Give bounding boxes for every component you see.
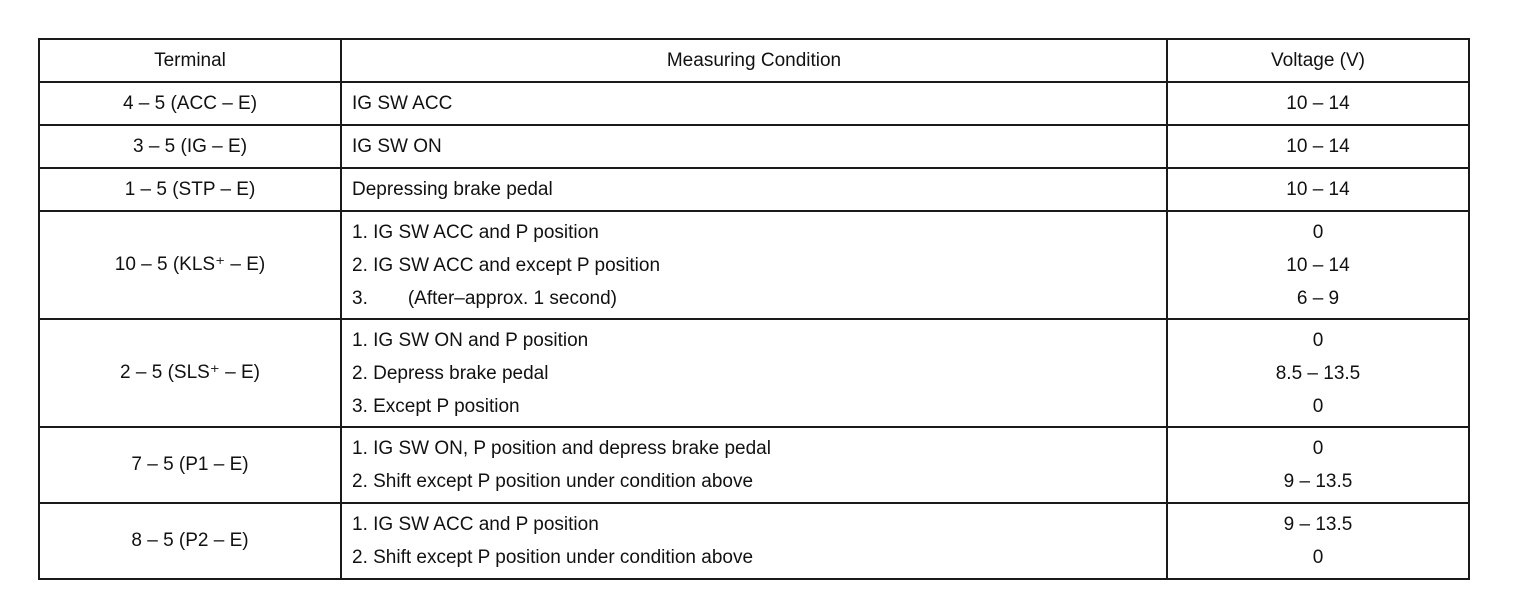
condition-line: IG SW ACC [352,92,453,114]
voltage-value: 10 – 14 [1286,254,1350,276]
terminal-cell: 4 – 5 (ACC – E) [39,82,341,125]
condition-line: 2. Depress brake pedal [352,362,549,384]
voltage-cell [1167,319,1469,427]
table-row [39,168,1469,211]
voltage-value: 10 – 14 [1286,135,1350,157]
condition-line: 1. IG SW ON and P position [352,329,589,351]
condition-cell [341,319,1167,427]
header-measuring-condition: Measuring Condition [341,39,1167,82]
condition-line: 2. Shift except P position under condition above [352,471,754,492]
voltage-cell [1167,211,1469,319]
condition-line: 2. Shift except P position under condition above [352,547,754,568]
terminal-cell: 8 – 5 (P2 – E) [39,503,341,579]
condition-line: Depressing brake pedal [352,178,553,200]
condition-cell [341,168,1167,211]
table-row [39,427,1469,503]
condition-line: 1. IG SW ON, P position and depress brake pedal [352,438,771,459]
voltage-value: 6 – 9 [1296,287,1340,309]
terminal-cell: 7 – 5 (P1 – E) [39,427,341,503]
condition-cell [341,427,1167,503]
voltage-value: 0 [1312,221,1324,243]
condition-line: IG SW ON [352,135,442,157]
table-header-row [39,39,1469,82]
voltage-value: 0 [1312,438,1324,459]
condition-line: 3. Except P position [352,395,520,417]
table-row [39,125,1469,168]
condition-cell [341,82,1167,125]
table-row [39,319,1469,427]
voltage-value: 9 – 13.5 [1283,471,1353,492]
terminal-cell: 3 – 5 (IG – E) [39,125,341,168]
condition-line: 1. IG SW ACC and P position [352,514,599,535]
voltage-value: 8.5 – 13.5 [1275,362,1361,384]
voltage-value: 10 – 14 [1286,178,1350,200]
terminal-voltage-table [38,38,1470,580]
voltage-cell [1167,427,1469,503]
voltage-value: 0 [1312,547,1324,568]
condition-step-number: 3. [352,287,368,309]
condition-line: 2. IG SW ACC and except P position [352,254,661,276]
header-terminal: Terminal [39,39,341,82]
voltage-value: 0 [1312,329,1324,351]
condition-cell [341,125,1167,168]
condition-line: 1. IG SW ACC and P position [352,221,599,243]
condition-cell [341,211,1167,319]
table-row [39,503,1469,579]
table-row [39,82,1469,125]
voltage-cell [1167,503,1469,579]
terminal-voltage-table-sheet [38,38,1468,580]
voltage-value: 0 [1312,395,1324,417]
terminal-cell: 2 – 5 (SLS⁺ – E) [39,319,341,427]
condition-cell [341,503,1167,579]
voltage-value: 9 – 13.5 [1283,514,1353,535]
condition-note: (After–approx. 1 second) [407,287,617,309]
table-row [39,211,1469,319]
voltage-value: 10 – 14 [1286,92,1350,114]
voltage-cell [1167,168,1469,211]
condition-line [352,282,1166,315]
voltage-cell [1167,82,1469,125]
voltage-cell [1167,125,1469,168]
terminal-cell: 1 – 5 (STP – E) [39,168,341,211]
header-voltage: Voltage (V) [1167,39,1469,82]
terminal-cell: 10 – 5 (KLS⁺ – E) [39,211,341,319]
